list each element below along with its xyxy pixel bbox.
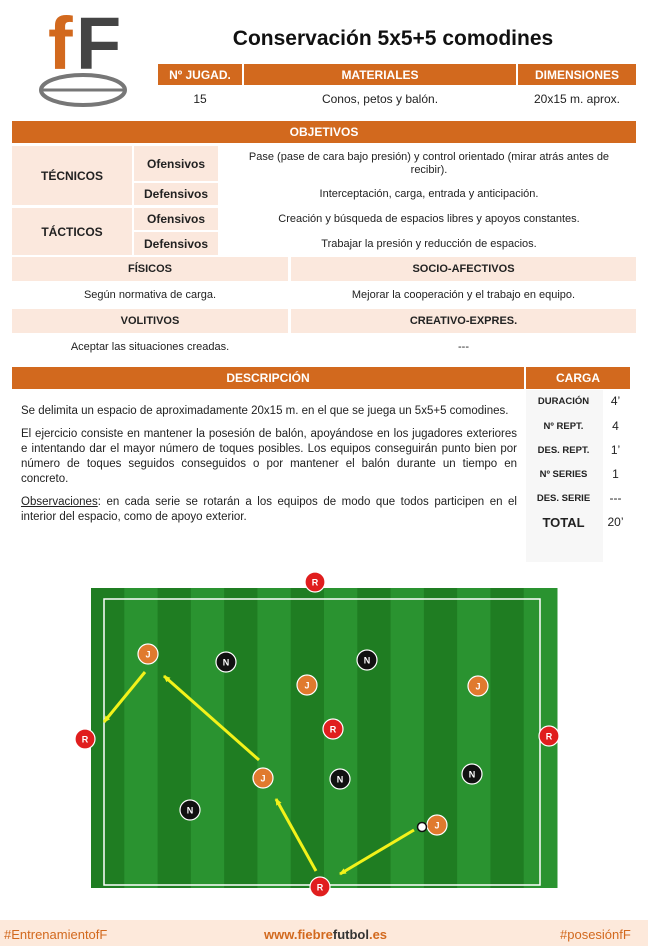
creativo-value: --- — [458, 341, 469, 353]
player-label: N — [363, 655, 371, 666]
footer-left: #EntrenamientofF — [4, 927, 108, 942]
tac-defensivos-text: Trabajar la presión y reducción de espacios. — [321, 237, 537, 250]
player-r — [539, 726, 559, 746]
tac-defensivos-label: Defensivos — [134, 232, 218, 255]
grass-stripe — [490, 588, 524, 888]
carga-row-value: 4 — [612, 419, 619, 433]
info-dimensions-value: 20x15 m. aprox. — [533, 92, 621, 106]
player-label: N — [336, 774, 344, 785]
player-r — [305, 572, 325, 592]
grass-stripe — [424, 588, 458, 888]
info-header-players: Nº JUGAD. — [158, 64, 242, 85]
player-j — [138, 644, 158, 664]
training-pitch — [0, 566, 648, 906]
footer-center-b: futbol — [332, 927, 369, 942]
carga-row — [526, 389, 630, 413]
player-label: R — [81, 734, 89, 745]
descripcion-p2: El ejercicio consiste en mantener la posesión de balón, apoyándose en los jugadores exteriores e intentando dar el mayor número de toques posibles. Los equipos conseguirán punto bien por número de toques seguidos conseguidos o por mantener el balón durante un tiempo en concreto. — [21, 428, 517, 485]
tec-ofensivos-label: Ofensivos — [134, 146, 218, 181]
info-materials-value: Conos, petos y balón. — [321, 92, 439, 106]
grass-stripe — [291, 588, 325, 888]
grass-stripe — [391, 588, 425, 888]
carga-row-label: Nº SERIES — [539, 468, 588, 480]
logo-F: F — [76, 2, 122, 85]
player-label: R — [545, 731, 553, 742]
tecnicos-label: TÉCNICOS — [12, 146, 132, 205]
carga-row-label: DURACIÓN — [537, 395, 590, 407]
grass-stripe — [124, 588, 158, 888]
player-j — [468, 676, 488, 696]
player-label: R — [311, 577, 319, 588]
player-n — [180, 800, 200, 820]
descripcion-obs — [21, 495, 517, 525]
carga-total-row — [526, 510, 630, 534]
fisicos-value: Según normativa de carga. — [83, 289, 217, 301]
carga-row — [526, 486, 630, 510]
tac-ofensivos-label: Ofensivos — [134, 208, 218, 230]
logo-f: f — [48, 2, 73, 85]
grass-stripe — [257, 588, 291, 888]
grass-stripe — [91, 588, 125, 888]
ball-icon — [418, 823, 427, 832]
carga-row-value: 1 — [612, 467, 619, 481]
carga-row-value: 1’ — [610, 443, 621, 457]
info-header-dimensions: DIMENSIONES — [518, 64, 636, 85]
player-label: J — [145, 649, 151, 660]
carga-row-value: 4’ — [610, 394, 621, 408]
player-j — [297, 675, 317, 695]
info-players-value: 15 — [193, 92, 207, 106]
grass-stripe — [191, 588, 225, 888]
grass-stripe — [457, 588, 491, 888]
tec-defensivos-text: Interceptación, carga, entrada y anticipación. — [319, 188, 539, 200]
footer-center[interactable] — [264, 927, 387, 942]
tec-ofensivos-text: Pase (pase de cara bajo presión) y control orientado (mirar atrás antes de recibir). — [248, 150, 610, 176]
player-n — [462, 764, 482, 784]
player-label: J — [304, 680, 310, 691]
tac-ofensivos-text: Creación y búsqueda de espacios libres y apoyos constantes. — [278, 213, 580, 225]
player-label: N — [186, 805, 194, 816]
obs-text: : en cada serie se rotarán a los equipos de modo que todos participen en el interior del espacio, como de apoyo exterior. — [21, 496, 517, 523]
fisicos-label: FÍSICOS — [12, 257, 288, 281]
player-label: N — [468, 769, 476, 780]
footer-center-c: .es — [368, 927, 388, 942]
descripcion-body — [21, 404, 517, 533]
player-label: R — [329, 724, 337, 735]
player-j — [427, 815, 447, 835]
carga-row-value: --- — [609, 491, 622, 505]
volitivos-value: Aceptar las situaciones creadas. — [70, 341, 230, 353]
carga-row — [526, 438, 630, 462]
carga-header: CARGA — [526, 367, 630, 389]
carga-row-label: DES. SERIE — [536, 492, 591, 504]
descripcion-header: DESCRIPCIÓN — [12, 367, 524, 389]
page-title: Conservación 5x5+5 comodines — [232, 27, 554, 50]
carga-row — [526, 414, 630, 438]
tec-defensivos-label: Defensivos — [134, 183, 218, 205]
volitivos-label: VOLITIVOS — [12, 309, 288, 333]
player-r — [75, 729, 95, 749]
footer-center-a: www.fiebre — [264, 927, 333, 942]
socio-value: Mejorar la cooperación y el trabajo en equipo. — [351, 289, 576, 301]
carga-row — [526, 462, 630, 486]
player-label: R — [316, 882, 324, 893]
carga-total-label: TOTAL — [542, 514, 585, 530]
grass-stripe — [357, 588, 391, 888]
player-r — [323, 719, 343, 739]
grass-stripe — [158, 588, 192, 888]
player-j — [253, 768, 273, 788]
creativo-label: CREATIVO-EXPRES. — [291, 309, 636, 333]
player-label: J — [475, 681, 481, 692]
player-n — [357, 650, 377, 670]
player-n — [216, 652, 236, 672]
player-label: N — [222, 657, 230, 668]
socio-label: SOCIO-AFECTIVOS — [291, 257, 636, 281]
carga-total-value: 20’ — [607, 515, 624, 529]
descripcion-p1: Se delimita un espacio de aproximadamente 20x15 m. en el que se juega un 5x5+5 comodines. — [21, 405, 509, 417]
tacticos-label: TÁCTICOS — [12, 208, 132, 255]
obs-label: Observaciones — [21, 496, 98, 508]
carga-row-label: DES. REPT. — [537, 444, 590, 456]
player-n — [330, 769, 350, 789]
info-header-materials: MATERIALES — [244, 64, 516, 85]
player-label: J — [434, 820, 440, 831]
logo — [20, 2, 140, 112]
carga-row-label: Nº REPT. — [543, 420, 584, 432]
player-r — [310, 877, 330, 897]
player-label: J — [260, 773, 266, 784]
grass-stripe — [224, 588, 258, 888]
objetivos-header: OBJETIVOS — [12, 121, 636, 143]
footer-right: #posesiónfF — [560, 927, 631, 942]
